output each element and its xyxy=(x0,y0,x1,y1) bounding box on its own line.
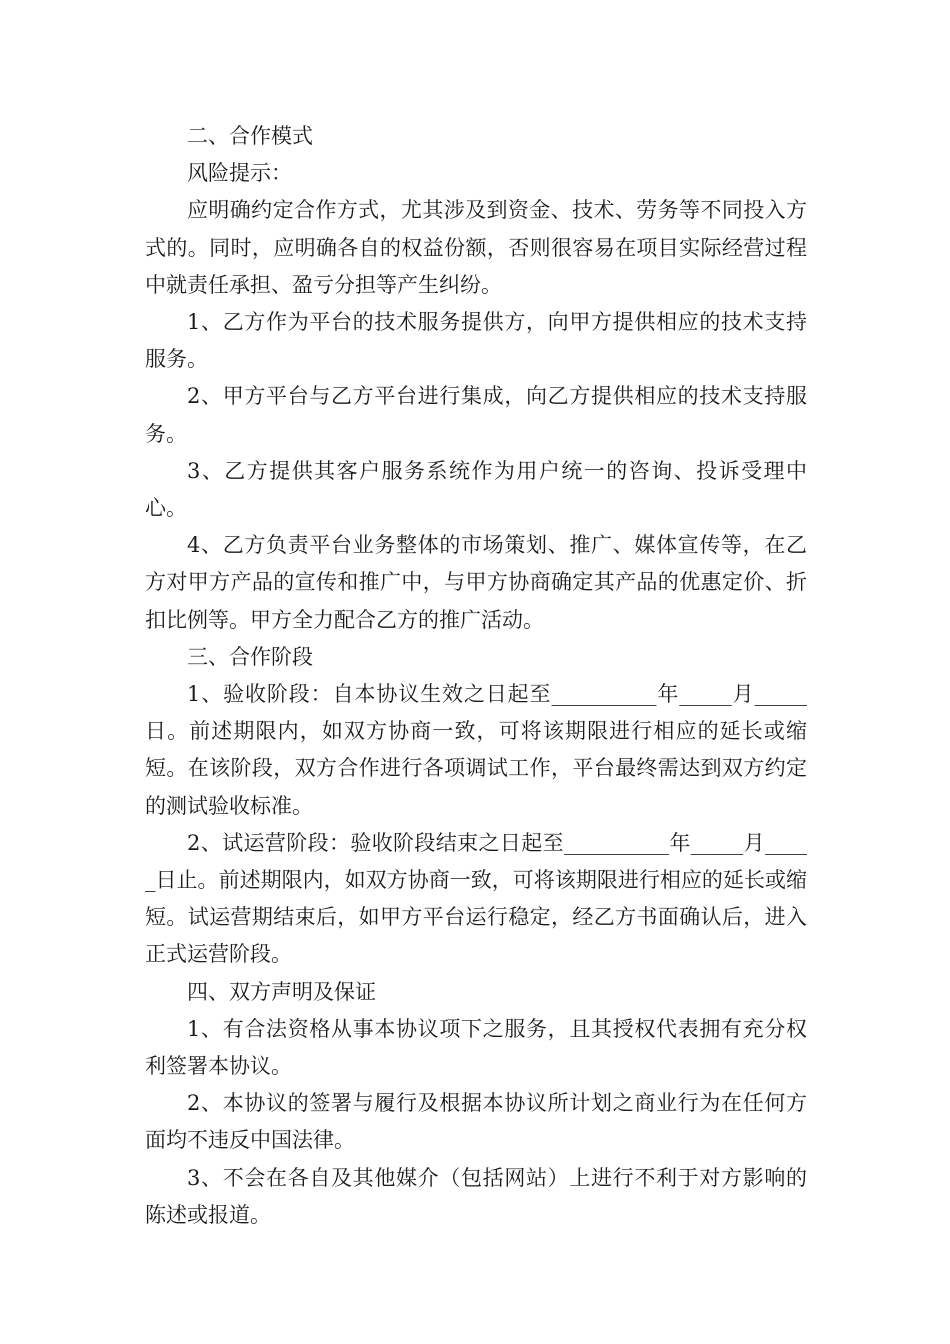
section-heading-declarations: 四、双方声明及保证 xyxy=(187,979,376,1004)
clause-2-4: 4、乙方负责平台业务整体的市场策划、推广、媒体宣传等，在乙方对甲方产品的宣传和推广中，与甲方协商确定其产品的优惠定价、折扣比例等。甲方全力配合乙方的推广活动。 xyxy=(145,533,807,632)
clause-3-1: 1、验收阶段：自本协议生效之日起至__________年_____月_____日。前述期限内，如双方协商一致，可将该期限进行相应的延长或缩短。在该阶段，双方合作进行各项调试工作，平台最终需达到双方约定的测试验收标准。 xyxy=(145,682,807,818)
clause-3-2: 2、试运营阶段：验收阶段结束之日起至__________年_____月_____日止。前述期限内，如双方协商一致，可将该期限进行相应的延长或缩短。试运营期结束后，如甲方平台运行稳定，经乙方书面确认后，进入正式运营阶段。 xyxy=(145,830,807,967)
clause-4-2: 2、本协议的签署与履行及根据本协议所计划之商业行为在任何方面均不违反中国法律。 xyxy=(145,1091,807,1153)
clause-2-1: 1、乙方作为平台的技术服务提供方，向甲方提供相应的技术支持服务。 xyxy=(145,310,807,372)
clause-4-1: 1、有合法资格从事本协议项下之服务，且其授权代表拥有充分权利签署本协议。 xyxy=(145,1016,807,1079)
section-heading-cooperation-mode: 二、合作模式 xyxy=(187,124,313,148)
clause-2-3: 3、乙方提供其客户服务系统作为用户统一的咨询、投诉受理中心。 xyxy=(145,458,807,521)
clause-4-3: 3、不会在各自及其他媒介（包括网站）上进行不利于对方影响的陈述或报道。 xyxy=(145,1165,807,1227)
section-heading-cooperation-stages: 三、合作阶段 xyxy=(187,644,313,669)
clause-2-2: 2、甲方平台与乙方平台进行集成，向乙方提供相应的技术支持服务。 xyxy=(145,384,807,446)
risk-notice-label: 风险提示： xyxy=(187,161,292,186)
risk-notice-text: 应明确约定合作方式，尤其涉及到资金、技术、劳务等不同投入方式的。同时，应明确各自的权益份额，否则很容易在项目实际经营过程中就责任承担、盈亏分担等产生纠纷。 xyxy=(145,198,807,297)
document-body xyxy=(145,118,807,1234)
